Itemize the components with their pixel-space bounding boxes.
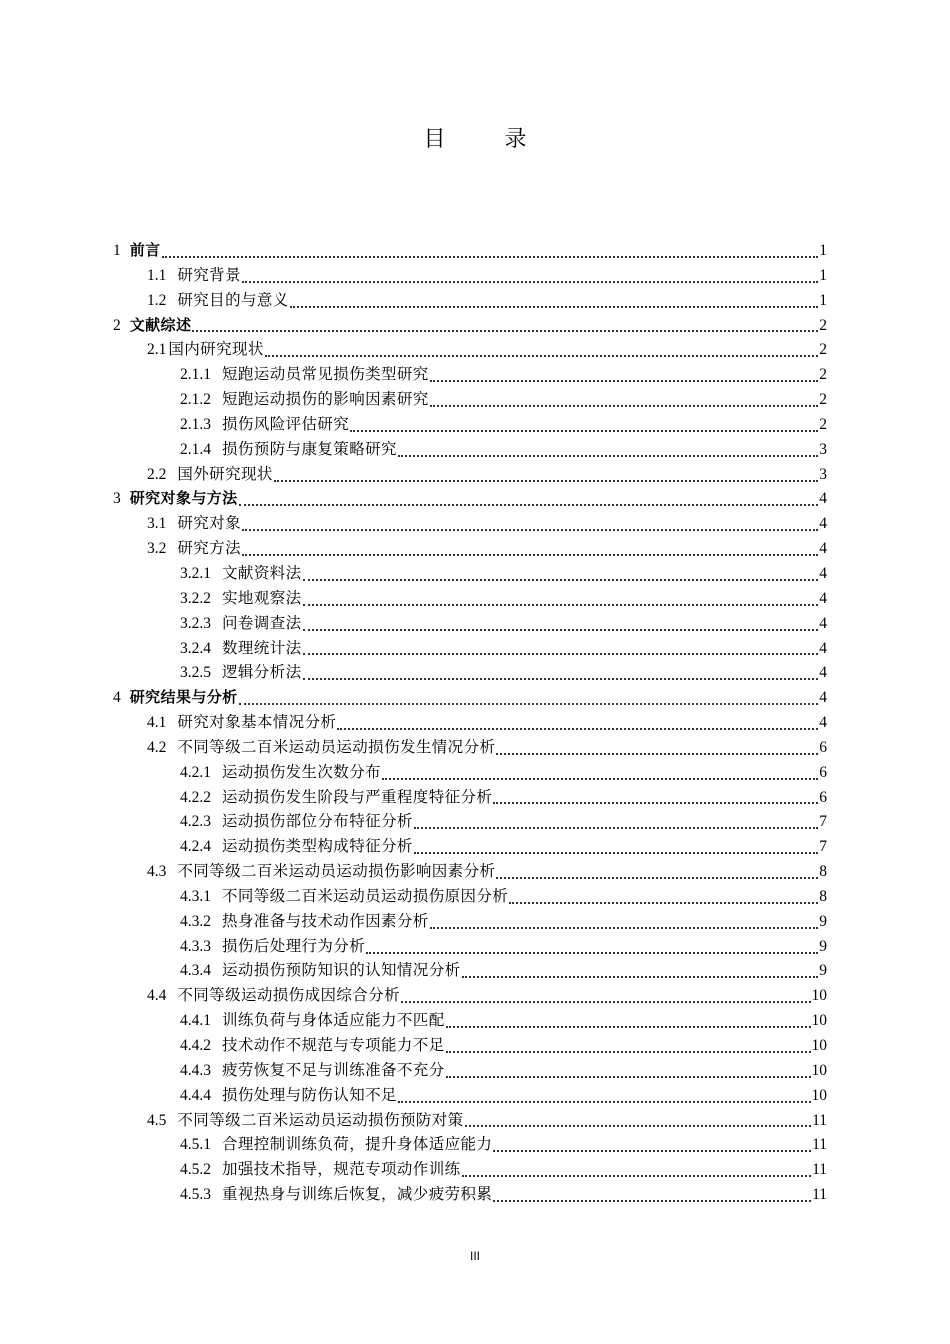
- toc-entry-page: 4: [819, 664, 827, 682]
- toc-entry-page: 11: [812, 1186, 827, 1204]
- toc-entry-number: 2.1: [147, 341, 167, 359]
- toc-dot-leader: [382, 777, 818, 780]
- toc-entry-number: 3.2.2: [180, 589, 211, 607]
- toc-entry-page: 2: [819, 391, 827, 409]
- toc-entry-number: 3.1: [147, 515, 167, 533]
- toc-entry-number: 1: [113, 242, 121, 259]
- toc-entry-title: 实地观察法: [222, 588, 302, 607]
- toc-entry-title: 热身准备与技术动作因素分析: [222, 911, 429, 930]
- toc-entry-title: 短跑运动员常见损伤类型研究: [222, 365, 429, 384]
- toc-entry-title: 研究目的与意义: [177, 290, 289, 309]
- toc-entry-page: 4: [819, 614, 827, 632]
- toc-entry-title: 不同等级二百米运动员运动损伤影响因素分析: [177, 862, 496, 881]
- toc-entry-page: 6: [819, 738, 827, 756]
- toc-dot-leader: [239, 702, 818, 705]
- toc-entry-page: 1: [819, 266, 827, 284]
- toc-entry-page: 10: [811, 1037, 827, 1054]
- toc-entry-number: 4.5.2: [180, 1161, 211, 1179]
- toc-entry-title: 疲劳恢复不足与训练准备不充分: [222, 1060, 445, 1079]
- toc-entry[interactable]: [113, 263, 827, 288]
- toc-entry[interactable]: [113, 1058, 827, 1083]
- toc-entry[interactable]: [113, 735, 827, 760]
- toc-entry-page: 2: [819, 415, 827, 433]
- toc-entry-page: 11: [812, 1161, 827, 1179]
- toc-dot-leader: [350, 429, 818, 432]
- page-number: III: [469, 1249, 480, 1263]
- toc-dot-leader: [493, 1149, 811, 1152]
- toc-entry-page: 3: [819, 440, 827, 458]
- toc-entry-page: 1: [819, 242, 827, 259]
- toc-entry-page: 2: [819, 316, 827, 334]
- toc-entry-page: 2: [819, 366, 827, 384]
- toc-dot-leader: [496, 876, 818, 879]
- toc-dot-leader: [493, 801, 818, 804]
- toc-dot-leader: [398, 454, 818, 457]
- toc-dot-leader: [242, 528, 818, 531]
- toc-entry-number: 4.2.3: [180, 813, 211, 831]
- toc-entry[interactable]: [113, 1083, 827, 1108]
- toc-entry-number: 4.3.4: [180, 962, 211, 980]
- toc-entry-page: 4: [819, 515, 827, 533]
- toc-entry-title: 重视热身与训练后恢复，减少疲劳积累: [222, 1185, 493, 1204]
- toc-entry[interactable]: [113, 288, 827, 313]
- toc-entry-page: 11: [812, 1111, 827, 1129]
- toc-entry-title: 技术动作不规范与专项能力不足: [222, 1036, 445, 1054]
- toc-entry-number: 4.4.4: [180, 1086, 211, 1104]
- toc-dot-leader: [303, 578, 818, 581]
- toc-entry-page: 9: [819, 912, 827, 930]
- toc-dot-leader: [242, 280, 818, 283]
- toc-entry-page: 3: [819, 465, 827, 483]
- toc-dot-leader: [337, 727, 818, 730]
- toc-dot-leader: [462, 1174, 812, 1177]
- toc-entry-title: 损伤风险评估研究: [222, 414, 350, 433]
- toc-entry-number: 3: [113, 490, 121, 508]
- toc-dot-leader: [401, 1000, 811, 1003]
- toc-entry-title: 数理统计法: [222, 638, 302, 657]
- toc-entry[interactable]: [113, 636, 827, 661]
- toc-entry-number: 2.1.2: [180, 391, 211, 409]
- toc-entry-title: 研究对象: [177, 514, 241, 533]
- toc-entry-number: 4.1: [147, 714, 167, 732]
- toc-entry-number: 2.1.4: [180, 440, 211, 458]
- toc-entry[interactable]: [113, 313, 827, 338]
- toc-entry-title: 加强技术指导，规范专项动作训练: [222, 1160, 461, 1179]
- toc-entry-page: 6: [819, 763, 827, 781]
- toc-entry-page: 10: [811, 1012, 827, 1030]
- toc-entry[interactable]: [113, 511, 827, 536]
- toc-entry-page: 4: [819, 639, 827, 657]
- toc-entry-page: 2: [819, 341, 827, 359]
- toc-entry-number: 3.2.1: [180, 564, 211, 582]
- toc-entry-number: 4.4.2: [180, 1037, 211, 1054]
- toc-entry-title: 运动损伤部位分布特征分析: [222, 812, 413, 831]
- toc-entry[interactable]: [113, 437, 827, 462]
- toc-entry-title: 运动损伤发生阶段与严重程度特征分析: [222, 787, 493, 806]
- toc-entry[interactable]: [113, 685, 827, 710]
- toc-entry-page: 4: [819, 589, 827, 607]
- toc-entry-page: 9: [819, 937, 827, 955]
- toc-dot-leader: [493, 1199, 811, 1202]
- toc-entry-page: 4: [819, 714, 827, 732]
- toc-entry[interactable]: [113, 710, 827, 735]
- toc-entry-title: 文献资料法: [222, 563, 302, 582]
- toc-entry-page: 10: [811, 1061, 827, 1079]
- toc-dot-leader: [446, 1075, 811, 1078]
- toc-entry[interactable]: [113, 1108, 827, 1133]
- toc-dot-leader: [242, 553, 818, 556]
- toc-entry-title: 损伤处理与防伤认知不足: [222, 1085, 397, 1104]
- toc-entry[interactable]: [113, 586, 827, 611]
- toc-entry[interactable]: [113, 1008, 827, 1033]
- toc-entry[interactable]: [113, 785, 827, 810]
- toc-dot-leader: [274, 479, 818, 482]
- toc-entry-number: 4: [113, 689, 121, 707]
- toc-dot-leader: [430, 926, 818, 929]
- toc-dot-leader: [496, 752, 818, 755]
- toc-entry-number: 4.5.1: [180, 1136, 211, 1154]
- toc-entry[interactable]: [113, 809, 827, 834]
- toc-entry-page: 8: [819, 863, 827, 881]
- toc-entry-title: 文献综述: [129, 315, 192, 334]
- toc-entry[interactable]: [113, 884, 827, 909]
- toc-entry-page: 4: [819, 564, 827, 582]
- toc-entry[interactable]: [113, 1157, 827, 1182]
- toc-entry[interactable]: [113, 337, 827, 362]
- toc-entry-title: 逻辑分析法: [222, 663, 302, 682]
- toc-entry[interactable]: [113, 1182, 827, 1207]
- toc-entry-title: 合理控制训练负荷，提升身体适应能力: [222, 1135, 493, 1154]
- toc-entry-title: 短跑运动损伤的影响因素研究: [222, 390, 429, 409]
- toc-entry-page: 10: [811, 1086, 827, 1104]
- toc-entry[interactable]: [113, 412, 827, 437]
- toc-entry-number: 2: [113, 316, 121, 334]
- toc-entry[interactable]: [113, 983, 827, 1008]
- toc-entry-number: 4.4.1: [180, 1012, 211, 1030]
- toc-entry-number: 4.2.4: [180, 838, 211, 856]
- toc-entry-number: 4.3.1: [180, 887, 211, 905]
- toc-entry-number: 1.1: [147, 266, 167, 284]
- toc-entry-number: 4.4: [147, 987, 167, 1005]
- toc-entry-title: 不同等级二百米运动员运动损伤原因分析: [222, 886, 509, 905]
- toc-entry[interactable]: [113, 238, 827, 263]
- toc-entry-title: 不同等级二百米运动员运动损伤发生情况分析: [177, 737, 496, 756]
- toc-dot-leader: [303, 628, 818, 631]
- toc-entry-number: 4.2: [147, 738, 167, 756]
- toc-entry-number: 2.1.1: [180, 366, 211, 384]
- toc-entry-page: 11: [812, 1136, 827, 1154]
- toc-dot-leader: [446, 1025, 811, 1028]
- toc-entry-title: 运动损伤类型构成特征分析: [222, 837, 413, 856]
- toc-entry[interactable]: [113, 909, 827, 934]
- toc-entry[interactable]: [113, 660, 827, 685]
- toc-entry-title: 研究结果与分析: [129, 688, 238, 707]
- toc-entry-title: 不同等级运动损伤成因综合分析: [177, 986, 400, 1005]
- toc-entry[interactable]: [113, 486, 827, 511]
- toc-dot-leader: [192, 329, 818, 332]
- toc-entry-number: 4.2.1: [180, 763, 211, 781]
- table-of-contents: [113, 238, 827, 1207]
- toc-dot-leader: [303, 603, 818, 606]
- toc-entry-number: 4.3: [147, 863, 167, 881]
- toc-entry[interactable]: [113, 1132, 827, 1157]
- toc-dot-leader: [303, 652, 818, 655]
- toc-entry-page: 4: [819, 540, 827, 558]
- toc-entry-title: 前言: [129, 241, 161, 259]
- toc-dot-leader: [414, 826, 818, 829]
- toc-entry-number: 4.4.3: [180, 1061, 211, 1079]
- toc-entry-title: 运动损伤发生次数分布: [222, 762, 382, 781]
- toc-dot-leader: [430, 379, 818, 382]
- toc-entry-title: 训练负荷与身体适应能力不匹配: [222, 1011, 445, 1030]
- toc-entry-title: 研究对象与方法: [129, 489, 238, 508]
- toc-dot-leader: [239, 503, 818, 506]
- toc-entry[interactable]: [113, 611, 827, 636]
- toc-entry[interactable]: [113, 536, 827, 561]
- toc-entry[interactable]: [113, 462, 827, 487]
- toc-title: 目 录: [423, 127, 553, 152]
- toc-entry-title: 问卷调查法: [222, 613, 302, 632]
- toc-dot-leader: [162, 255, 818, 258]
- toc-entry-number: 1.2: [147, 291, 167, 309]
- toc-dot-leader: [398, 1100, 811, 1103]
- toc-entry-number: 3.2.5: [180, 664, 211, 682]
- toc-entry-page: 7: [819, 813, 827, 831]
- toc-dot-leader: [430, 404, 818, 407]
- toc-entry-page: 8: [819, 887, 827, 905]
- toc-entry-number: 4.3.3: [180, 937, 211, 955]
- toc-entry-title: 运动损伤预防知识的认知情况分析: [222, 961, 461, 980]
- toc-entry-title: 研究对象基本情况分析: [177, 713, 337, 732]
- toc-entry[interactable]: [113, 387, 827, 412]
- toc-entry-page: 9: [819, 962, 827, 980]
- toc-entry[interactable]: [113, 561, 827, 586]
- toc-entry-number: 4.2.2: [180, 788, 211, 806]
- toc-entry-page: 6: [819, 788, 827, 806]
- toc-entry-title: 不同等级二百米运动员运动损伤预防对策: [177, 1110, 464, 1129]
- toc-dot-leader: [366, 951, 818, 954]
- toc-entry[interactable]: [113, 834, 827, 859]
- toc-entry-number: 3.2.3: [180, 614, 211, 632]
- toc-entry-number: 4.5.3: [180, 1186, 211, 1204]
- toc-dot-leader: [446, 1050, 811, 1053]
- toc-dot-leader: [303, 677, 818, 680]
- toc-dot-leader: [265, 354, 818, 357]
- toc-entry-number: 3.2: [147, 540, 167, 558]
- toc-dot-leader: [509, 901, 818, 904]
- toc-entry-page: 10: [811, 987, 827, 1005]
- toc-entry-title: 研究方法: [177, 539, 241, 558]
- toc-entry-page: 4: [819, 689, 827, 707]
- toc-entry-number: 2.2: [147, 465, 167, 483]
- toc-dot-leader: [462, 975, 818, 978]
- toc-entry-title: 损伤后处理行为分析: [222, 936, 366, 955]
- toc-entry[interactable]: [113, 760, 827, 785]
- toc-entry[interactable]: [113, 934, 827, 959]
- toc-entry-title: 国内研究现状: [168, 340, 264, 359]
- toc-entry-title: 损伤预防与康复策略研究: [222, 439, 397, 458]
- toc-entry-number: 4.5: [147, 1111, 167, 1129]
- toc-entry-number: 4.3.2: [180, 912, 211, 930]
- toc-entry-number: 3.2.4: [180, 639, 211, 657]
- toc-dot-leader: [465, 1124, 811, 1127]
- toc-entry[interactable]: [113, 859, 827, 884]
- toc-dot-leader: [290, 305, 818, 308]
- toc-dot-leader: [414, 851, 818, 854]
- toc-entry-title: 研究背景: [177, 265, 241, 284]
- toc-entry[interactable]: [113, 362, 827, 387]
- toc-entry[interactable]: [113, 1033, 827, 1058]
- toc-entry-number: 2.1.3: [180, 415, 211, 433]
- toc-entry-page: 4: [819, 490, 827, 508]
- toc-entry-page: 1: [819, 291, 827, 309]
- toc-entry-title: 国外研究现状: [177, 464, 273, 483]
- toc-entry[interactable]: [113, 958, 827, 983]
- toc-entry-page: 7: [819, 838, 827, 856]
